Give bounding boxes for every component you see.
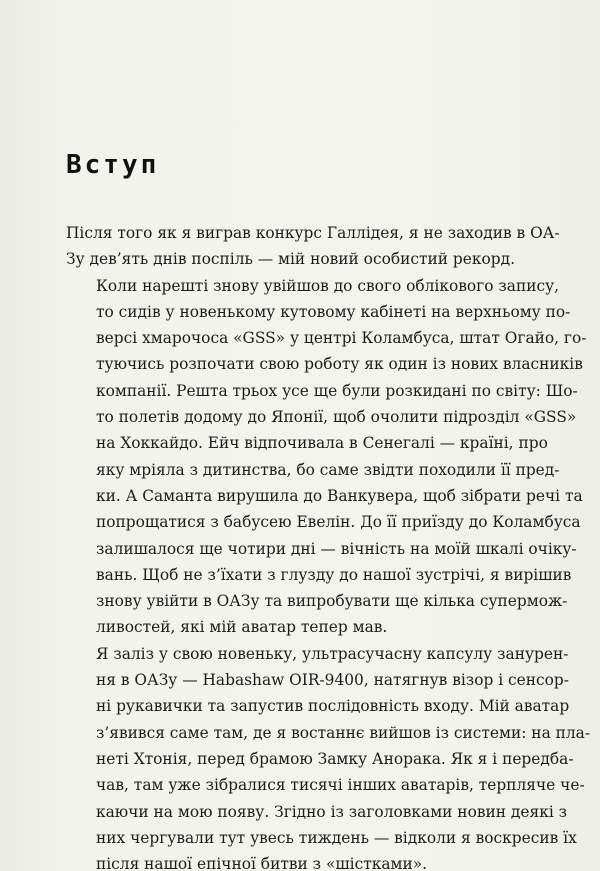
text-line: неті Хтонія, перед брамою Замку Анорака. Як я і передба- [96,749,574,768]
text-line: знову увійти в ОАЗу та випробувати ще кілька супермож- [96,592,568,611]
text-line: них чергували тут увесь тиждень — відколи я воскресив їх [96,828,577,847]
text-line: з’явився саме там, де я востаннє вийшов із системи: на пла- [96,723,591,742]
text-line: на Хоккайдо. Ейч відпочивала в Сенегалі — країні, про [96,434,548,453]
paragraph-2 [66,273,587,641]
text-line: ки. А Саманта вирушила до Ванкувера, щоб зібрати речі та [96,486,583,505]
text-line: вань. Щоб не з’їхати з глузду до нашої зустрічі, я вирішив [96,565,572,584]
text-line: Я заліз у свою новеньку, ультрасучасну капсулу занурен- [96,644,569,663]
text-line: то сидів у новенькому кутовому кабінеті на верхньому по- [96,302,571,321]
paragraph-3 [66,641,591,871]
text-line: каючи на мою появу. Згідно із заголовками новин деякі з [96,802,568,821]
text-line: то полетів додому до Японії, щоб очолити підрозділ «GSS» [96,408,577,427]
text-line: версі хмарочоса «GSS» у центрі Коламбуса, штат Огайо, го- [96,329,587,348]
text-line: ливостей, які мій аватар тепер мав. [96,618,388,637]
text-line: залишалося ще чотири дні — вічність на моїй шкалі очіку- [96,539,577,558]
chapter-heading: Вступ [66,150,160,180]
text-line: яку мріяла з дитинства, бо саме звідти походили її пред- [96,460,560,479]
text-line: після нашої епічної битви з «шістками». [96,855,428,871]
text-line: попрощатися з бабусею Евелін. До її приїзду до Коламбуса [96,513,581,532]
text-line: компанії. Решта трьох усе ще були розкидані по світу: Шо- [96,381,578,400]
paragraph-1 [66,220,560,273]
body-text [66,220,591,871]
text-line: ня в ОАЗу — Habashaw OIR-9400, натягнув візор і сенсор- [96,671,569,690]
text-line: Після того як я виграв конкурс Галлідея, я не заходив в ОА- [66,224,560,242]
text-line: Коли нарешті знову увійшов до свого облікового запису, [96,276,560,295]
text-line: чав, там уже зібралися тисячі інших аватарів, терпляче че- [96,776,585,795]
text-line: ні рукавички та запустив послідовність входу. Мій аватар [96,697,570,716]
text-line: туючись розпочати свою роботу як один із нових власників [96,355,583,374]
text-line: Зу дев’ять днів поспіль — мій новий особистий рекорд. [66,250,515,269]
